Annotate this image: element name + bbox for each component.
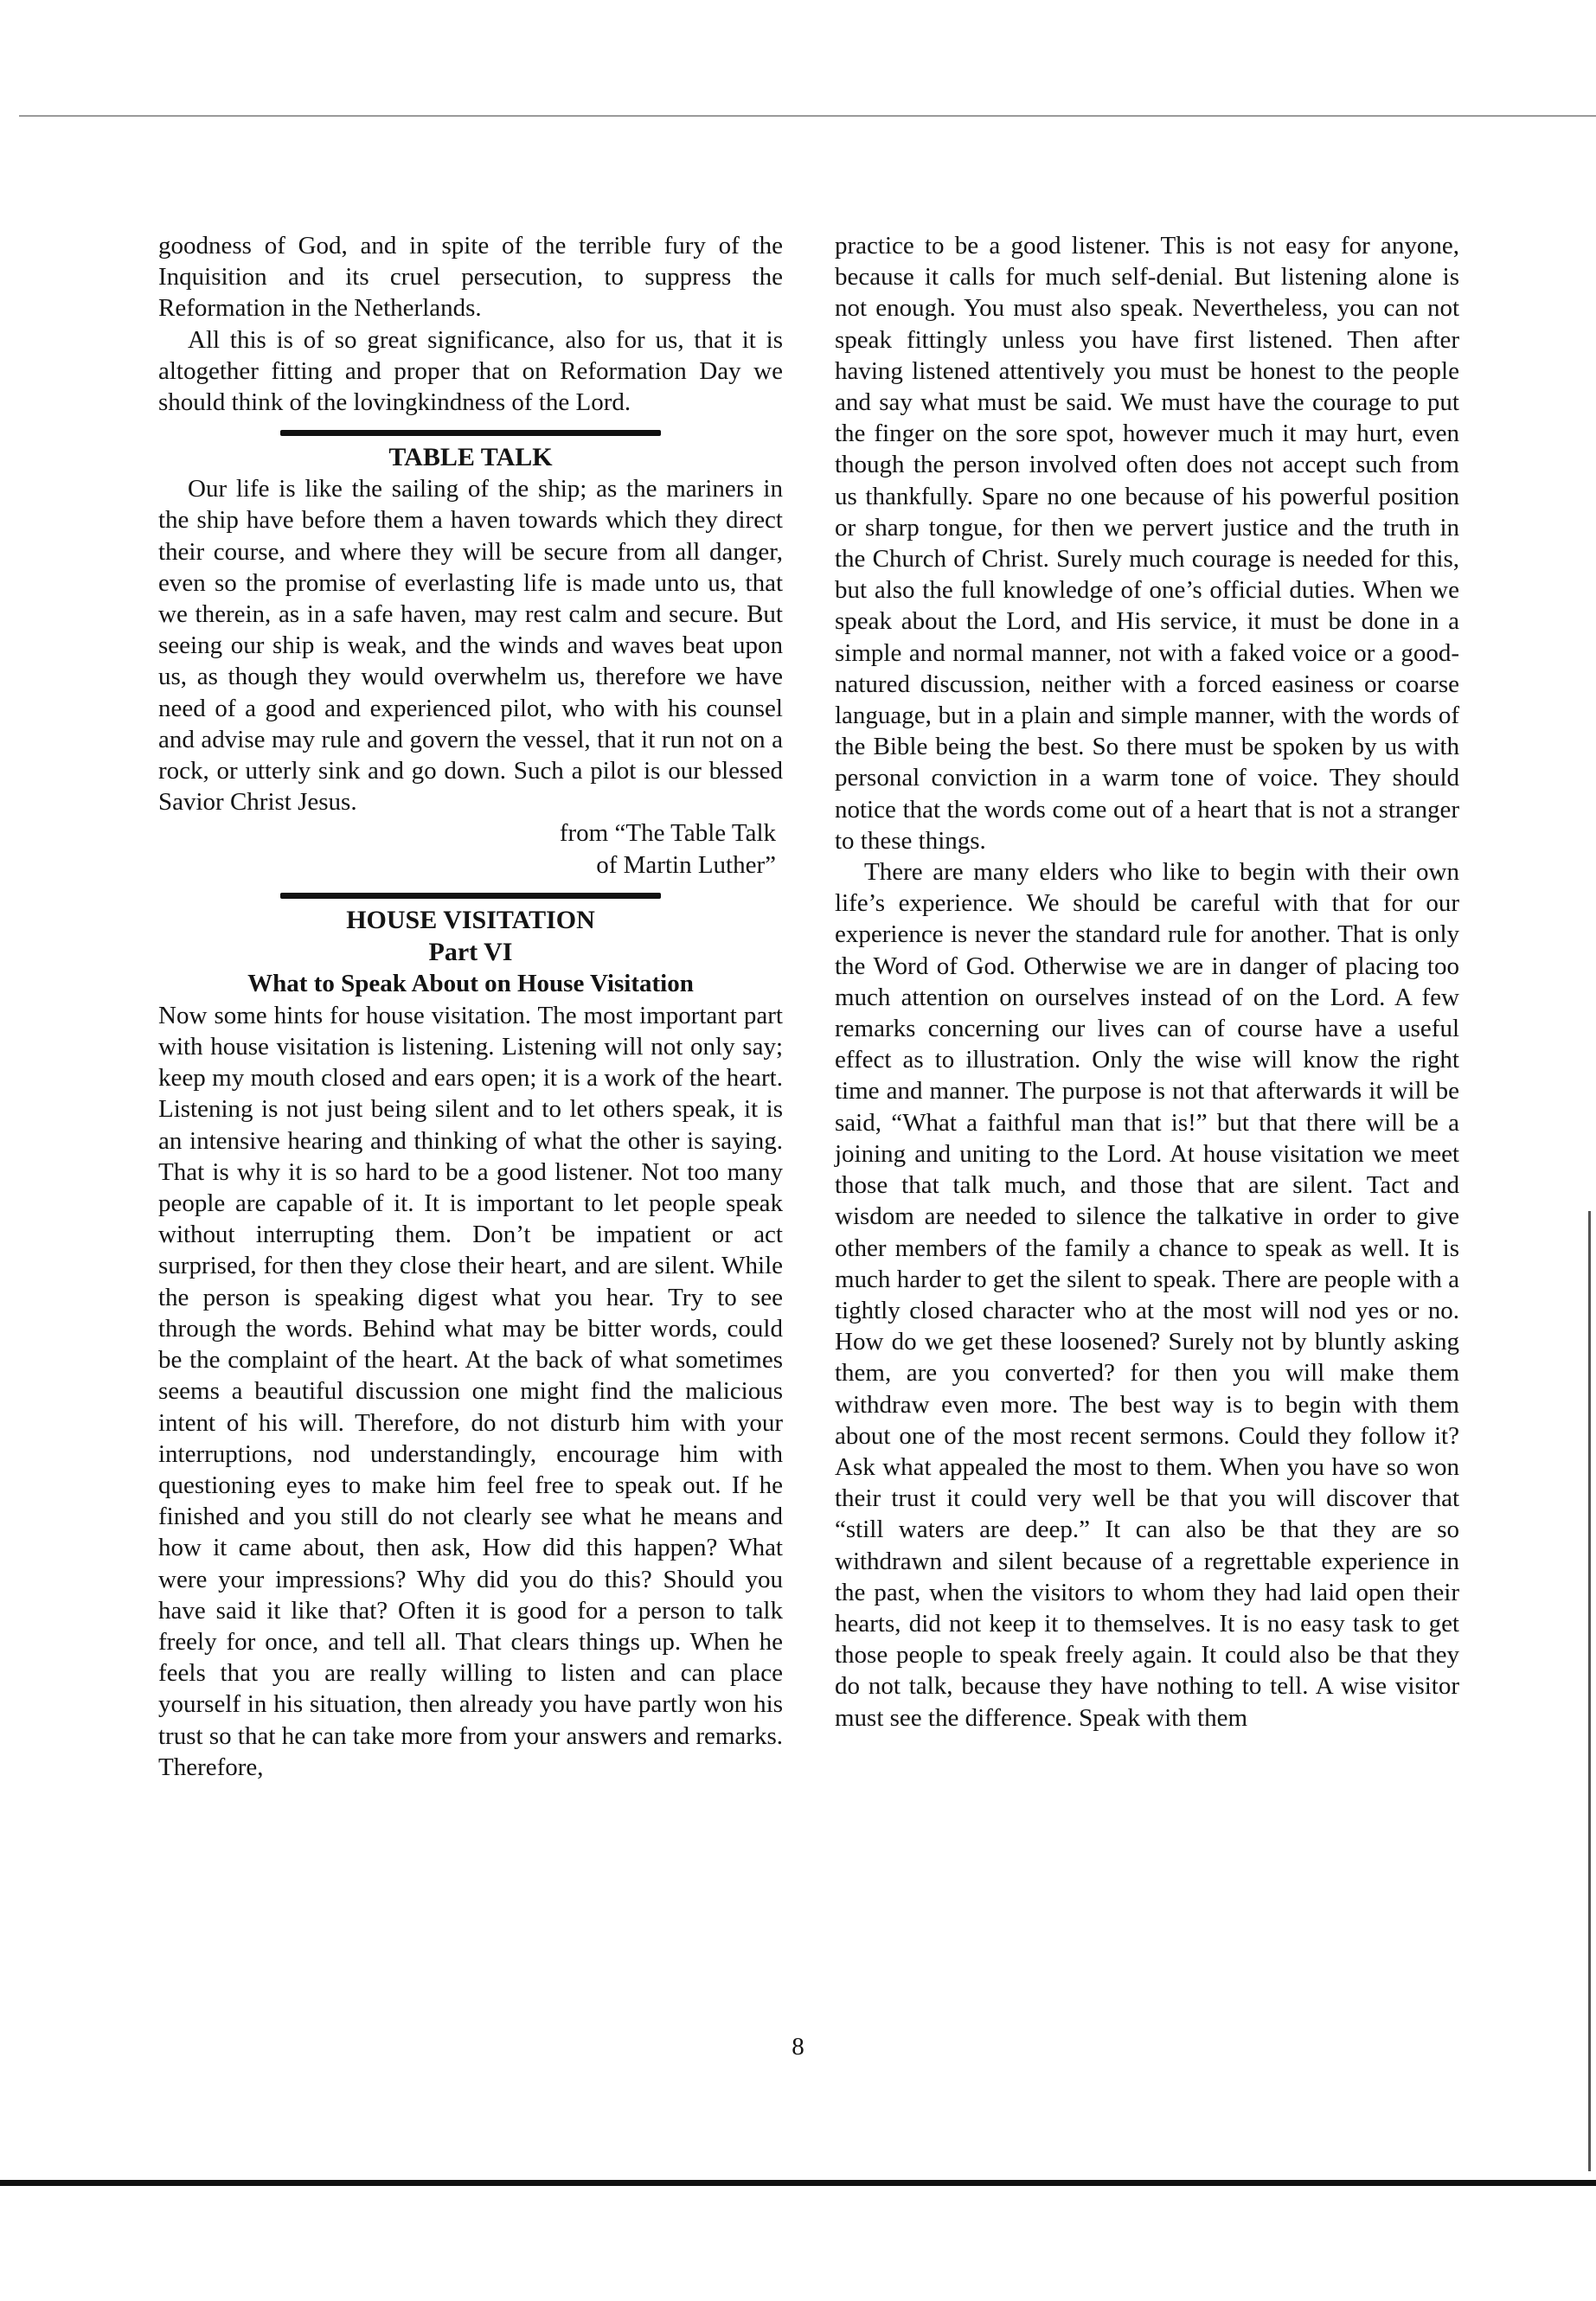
- left-column: [158, 230, 783, 1783]
- house-visitation-body: Now some hints for house visitation. The most important part with house visitation is listening. Listening will not only say; keep my mouth closed and ears open; it is a work of the heart. Listening is not just being silent and to let others speak, it is an intensive hearing and thinking of what the other is saying. That is why it is so hard to be a good listener. Not too many people are capable of it. It is important to let people speak without interrupting them. Don’t be impatient or act surprised, for then they close their heart, and are silent. While the person is speaking digest what you hear. Try to see through the words. Behind what may be bitter words, could be the complaint of the heart. At the back of what sometimes seems a beautiful discussion one might find the malicious intent of his will. Therefore, do not disturb him with your interruptions, nod understandingly, encourage him with questioning eyes to make him feel free to speak out. If he finished and you still do not clearly see what he means and how it came about, then ask, How did this happen? What were your impressions? Why did you do this? Should you have said it like that? Often it is good for a person to talk freely for once, and tell all. That clears things up. When he feels that you are really willing to listen and can place yourself in his situation, then already you have partly won his trust so that he can take more from your answers and remarks. Therefore,: [158, 1001, 783, 1781]
- intro-paragraph-1: goodness of God, and in spite of the terrible fury of the Inquisition and its cruel persecution, to suppress the Reformation in the Netherlands.: [158, 232, 783, 323]
- right-paragraph-1: practice to be a good listener. This is not easy for anyone, because it calls for much self-denial. But listening alone is not enough. You must also speak. Nevertheless, you can not speak fittingly unless you have first listened. Then after having listened attentively you must be honest to the people and say what must be said. We must have the courage to put the finger on the sore spot, however much it may hurt, even though the person involved often does not accept such from us thankfully. Spare no one because of his powerful position or sharp tongue, for then we pervert justice and the truth in the Church of Christ. Surely much courage is needed for this, but also the full knowledge of one’s official duties. When we speak about the Lord, and His service, it must be done in a simple and normal manner, not with a faked voice or a good-natured discussion, neither with a forced easiness or coarse language, but in a plain and simple manner, with the words of the Bible being the best. So there must be spoken by us with personal conviction in a warm tone of voice. They should notice that the words come out of a heart that is not a stranger to these things.: [835, 232, 1459, 855]
- right-page-edge: [1588, 1211, 1591, 2171]
- intro-paragraph-2: All this is of so great significance, also for us, that it is altogether fitting and proper that on Reformation Day we should think of the lovingkindness of the Lord.: [158, 325, 783, 417]
- attribution-line-2: of Martin Luther”: [596, 850, 776, 879]
- right-column: [835, 230, 1459, 1734]
- table-talk-attribution: [158, 817, 783, 880]
- table-talk-heading: TABLE TALK: [388, 443, 553, 472]
- bottom-page-rule: [0, 2180, 1596, 2186]
- top-page-rule: [19, 115, 1596, 117]
- attribution-line-1: from “The Table Talk: [559, 819, 776, 848]
- house-visitation-heading: HOUSE VISITATION: [346, 905, 595, 934]
- house-visitation-part: Part VI: [428, 937, 513, 966]
- section-divider: [280, 893, 661, 899]
- page-number: 8: [792, 2033, 804, 2061]
- table-talk-body: Our life is like the sailing of the ship; as the mariners in the ship have before them a haven towards which they direct their course, and where they will be secure from all danger, even so the promise of everlasting life is made unto us, that we therein, as in a safe haven, may rest calm and secure. But seeing our ship is weak, and the winds and waves beat upon us, as though they would overwhelm us, therefore we have need of a good and experienced pilot, who with his counsel and advise may rule and govern the vessel, that it run not on a rock, or utterly sink and go down. Such a pilot is our blessed Savior Christ Jesus.: [158, 475, 783, 817]
- section-divider: [280, 430, 661, 436]
- house-visitation-subtitle: What to Speak About on House Visitation: [247, 969, 694, 997]
- right-paragraph-2: There are many elders who like to begin with their own life’s experience. We should be careful with that for our experience is never the standard rule for another. That is only the Word of God. Otherwise we are in danger of placing too much attention on ourselves instead of on the Lord. A few remarks concerning our lives can of course have a useful effect as to illustration. Only the wise will know the right time and manner. The purpose is not that afterwards it will be said, “What a faithful man that is!” but that there will be a joining and uniting to the Lord. At house visitation we meet those that talk much, and those that are silent. Tact and wisdom are needed to silence the talkative in order to give other members of the family a chance to speak as well. It is much harder to get the silent to speak. There are people with a tightly closed character who at the most will nod yes or no. How do we get these loosened? Surely not by bluntly asking them, are you converted? for then you will make them withdraw even more. The best way is to begin with them about one of the most recent sermons. Could they follow it? Ask what appealed the most to them. When you have so won their trust it could very well be that you will discover that “still waters are deep.” It can also be that they are so withdrawn and silent because of a regrettable experience in the past, when the visitors to whom they had laid open their hearts, did not keep it to themselves. It is no easy task to get those people to speak freely again. It could also be that they do not talk, because they have nothing to tell. A wise visitor must see the difference. Speak with them: [835, 858, 1459, 1732]
